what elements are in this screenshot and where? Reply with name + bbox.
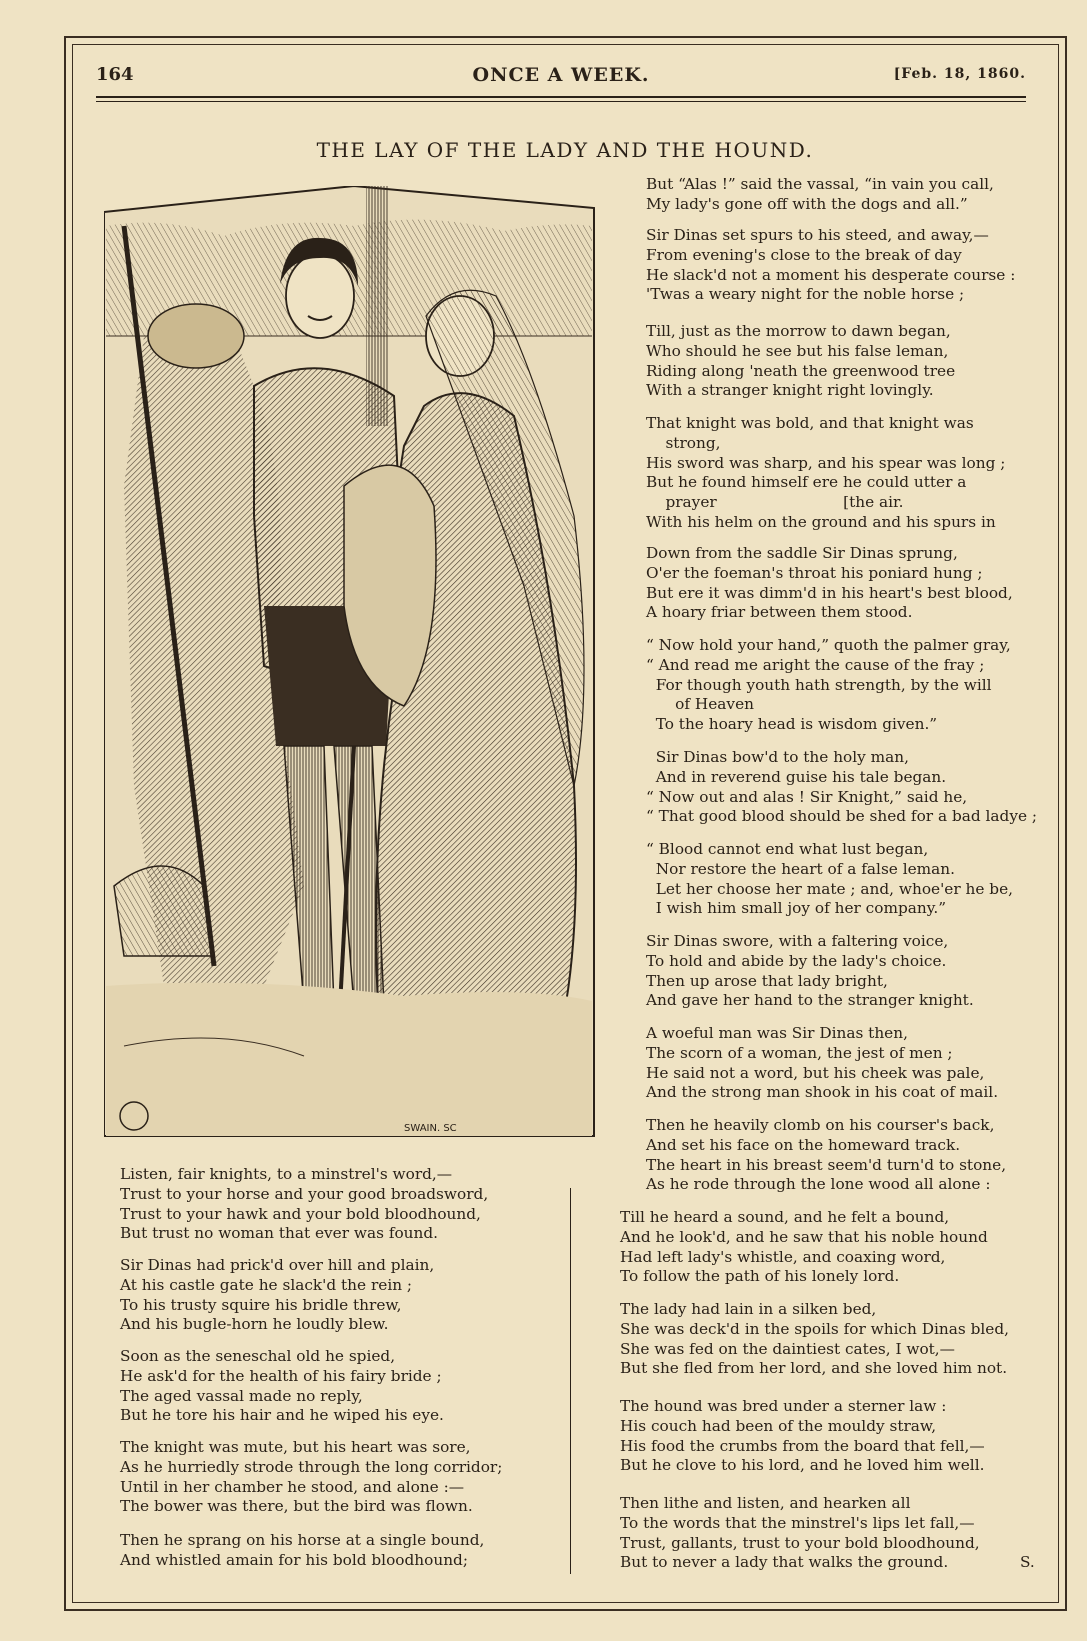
verse-line: strong,	[646, 433, 721, 452]
verse-line: Nor restore the heart of a false leman.	[646, 859, 955, 878]
verse-line: Trust to your horse and your good broadsword,	[120, 1184, 489, 1203]
verse-line: To follow the path of his lonely lord.	[620, 1267, 900, 1286]
verse-line: The heart in his breast seem'd turn'd to stone,	[646, 1155, 1007, 1174]
stanza	[646, 414, 1005, 533]
stanza	[120, 1438, 502, 1517]
engraving-illustration	[104, 186, 620, 1142]
verse-line: His food the crumbs from the board that fell,—	[620, 1436, 985, 1455]
stanza	[646, 322, 955, 401]
stanza	[646, 226, 1015, 305]
verse-line: Until in her chamber he stood, and alone :—	[120, 1477, 465, 1496]
verse-line: But he found himself ere he could utter a	[646, 473, 967, 492]
verse-line: “ And read me aright the cause of the fray ;	[646, 655, 985, 674]
stanza	[620, 1300, 1009, 1379]
verse-line: But “Alas !” said the vassal, “in vain you call,	[646, 175, 994, 193]
verse-line: I wish him small joy of her company.”	[646, 899, 947, 918]
stanza	[120, 1256, 434, 1335]
stanza	[646, 175, 994, 215]
verse-line: Soon as the seneschal old he spied,	[120, 1347, 396, 1365]
verse-line: “ Now out and alas ! Sir Knight,” said he,	[646, 787, 968, 806]
stanza	[646, 840, 1013, 919]
verse-line: “ That good blood should be shed for a bad ladye ;	[646, 807, 1038, 826]
verse-line: Down from the saddle Sir Dinas sprung,	[646, 544, 958, 562]
verse-line: To hold and abide by the lady's choice.	[646, 951, 947, 970]
verse-line: At his castle gate he slack'd the rein ;	[120, 1275, 413, 1294]
stanza	[120, 1531, 484, 1571]
stanza	[120, 1347, 444, 1426]
verse-line: He slack'd not a moment his desperate course :	[646, 265, 1016, 284]
verse-line: From evening's close to the break of day	[646, 245, 962, 264]
author-signature: S.	[1020, 1553, 1035, 1571]
stanza	[646, 544, 1013, 623]
verse-line: As he rode through the lone wood all alone :	[646, 1175, 991, 1194]
stanza	[120, 1165, 488, 1244]
verse-line: Sir Dinas had prick'd over hill and plain,	[120, 1256, 435, 1274]
verse-line: But trust no woman that ever was found.	[120, 1224, 439, 1243]
verse-line: Trust to your hawk and your bold bloodhound,	[120, 1204, 481, 1223]
verse-line: To the hoary head is wisdom given.”	[646, 715, 938, 734]
poem-title: THE LAY OF THE LADY AND THE HOUND.	[316, 138, 814, 162]
verse-line: With his helm on the ground and his spurs in	[646, 512, 996, 531]
verse-line: Then lithe and listen, and hearken all	[620, 1494, 911, 1512]
stanza	[620, 1494, 980, 1573]
verse-line: To his trusty squire his bridle threw,	[120, 1295, 402, 1314]
verse-line: “ Now hold your hand,” quoth the palmer gray,	[646, 636, 1011, 654]
engraver-mark: SWAIN. SC	[404, 1123, 457, 1134]
stanza	[646, 636, 1011, 735]
verse-line: Till, just as the morrow to dawn began,	[646, 322, 951, 340]
verse-line: Then he heavily clomb on his courser's back,	[646, 1116, 995, 1134]
verse-line: And his bugle-horn he loudly blew.	[120, 1315, 389, 1334]
verse-line: And gave her hand to the stranger knight.	[646, 991, 974, 1010]
verse-line: of Heaven	[646, 695, 754, 714]
verse-line: Trust, gallants, trust to your bold bloodhound,	[620, 1533, 980, 1552]
verse-line: Who should he see but his false leman,	[646, 341, 949, 360]
verse-line: But ere it was dimm'd in his heart's best blood,	[646, 583, 1013, 602]
header-rule-thin	[96, 101, 1026, 102]
verse-line: As he hurriedly strode through the long corridor;	[120, 1457, 503, 1476]
verse-line: And whistled amain for his bold bloodhound;	[120, 1550, 468, 1569]
stanza	[646, 932, 974, 1011]
verse-line: But to never a lady that walks the ground.	[620, 1553, 949, 1572]
verse-line: Then he sprang on his horse at a single bound,	[120, 1531, 485, 1549]
column-divider	[570, 1188, 571, 1574]
verse-line: Had left lady's whistle, and coaxing word,	[620, 1247, 946, 1266]
verse-line: She was fed on the daintiest cates, I wot,—	[620, 1339, 955, 1358]
verse-line: His sword was sharp, and his spear was long ;	[646, 453, 1006, 472]
verse-line: But he clove to his lord, and he loved him well.	[620, 1456, 985, 1475]
verse-line: Sir Dinas bow'd to the holy man,	[646, 748, 909, 766]
verse-line: 'Twas a weary night for the noble horse ;	[646, 285, 965, 304]
stanza	[646, 1024, 998, 1103]
verse-line: That knight was bold, and that knight was	[646, 414, 974, 432]
issue-date: [Feb. 18, 1860.	[893, 66, 1026, 82]
verse-line: And he look'd, and he saw that his noble hound	[620, 1227, 988, 1246]
stanza	[620, 1397, 985, 1476]
verse-line: Listen, fair knights, to a minstrel's word,—	[120, 1165, 453, 1183]
verse-line: A woeful man was Sir Dinas then,	[646, 1024, 908, 1042]
verse-line: The knight was mute, but his heart was sore,	[120, 1438, 471, 1456]
running-header	[96, 60, 1026, 90]
verse-line: My lady's gone off with the dogs and all.”	[646, 194, 968, 213]
verse-line: “ Blood cannot end what lust began,	[646, 840, 929, 858]
verse-line: But he tore his hair and he wiped his eye.	[120, 1406, 444, 1425]
header-rule	[96, 96, 1026, 98]
verse-line: He ask'd for the health of his fairy bride ;	[120, 1366, 442, 1385]
verse-line: And in reverend guise his tale began.	[646, 767, 947, 786]
verse-line: To the words that the minstrel's lips let fall,—	[620, 1513, 975, 1532]
verse-line: Then up arose that lady bright,	[646, 971, 888, 990]
journal-title: ONCE A WEEK.	[472, 64, 650, 86]
verse-line: And set his face on the homeward track.	[646, 1135, 961, 1154]
stanza	[646, 1116, 1006, 1195]
verse-line: Sir Dinas set spurs to his steed, and away,—	[646, 226, 989, 244]
verse-line: His couch had been of the mouldy straw,	[620, 1416, 937, 1435]
verse-line: With a stranger knight right lovingly.	[646, 381, 934, 400]
verse-line: Let her choose her mate ; and, whoe'er he be,	[646, 879, 1014, 898]
verse-line: She was deck'd in the spoils for which Dinas bled,	[620, 1319, 1009, 1338]
verse-line: The aged vassal made no reply,	[120, 1386, 363, 1405]
verse-line: The bower was there, but the bird was flown.	[120, 1497, 473, 1516]
verse-line: The hound was bred under a sterner law :	[620, 1397, 947, 1415]
verse-line: He said not a word, but his cheek was pale,	[646, 1063, 985, 1082]
verse-line: A hoary friar between them stood.	[646, 603, 913, 622]
verse-line: But she fled from her lord, and she loved him not.	[620, 1359, 1008, 1378]
verse-line: Till he heard a sound, and he felt a bound,	[620, 1208, 950, 1226]
verse-line: And the strong man shook in his coat of mail.	[646, 1083, 999, 1102]
verse-line: For though youth hath strength, by the will	[646, 675, 992, 694]
verse-line: O'er the foeman's throat his poniard hung ;	[646, 563, 983, 582]
verse-line: Sir Dinas swore, with a faltering voice,	[646, 932, 949, 950]
verse-line: The scorn of a woman, the jest of men ;	[646, 1043, 953, 1062]
verse-line: prayer [the air.	[646, 493, 904, 512]
stanza	[646, 748, 1037, 827]
stanza	[620, 1208, 988, 1287]
page-number: 164	[96, 64, 134, 85]
verse-line: Riding along 'neath the greenwood tree	[646, 361, 956, 380]
verse-line: The lady had lain in a silken bed,	[620, 1300, 877, 1318]
